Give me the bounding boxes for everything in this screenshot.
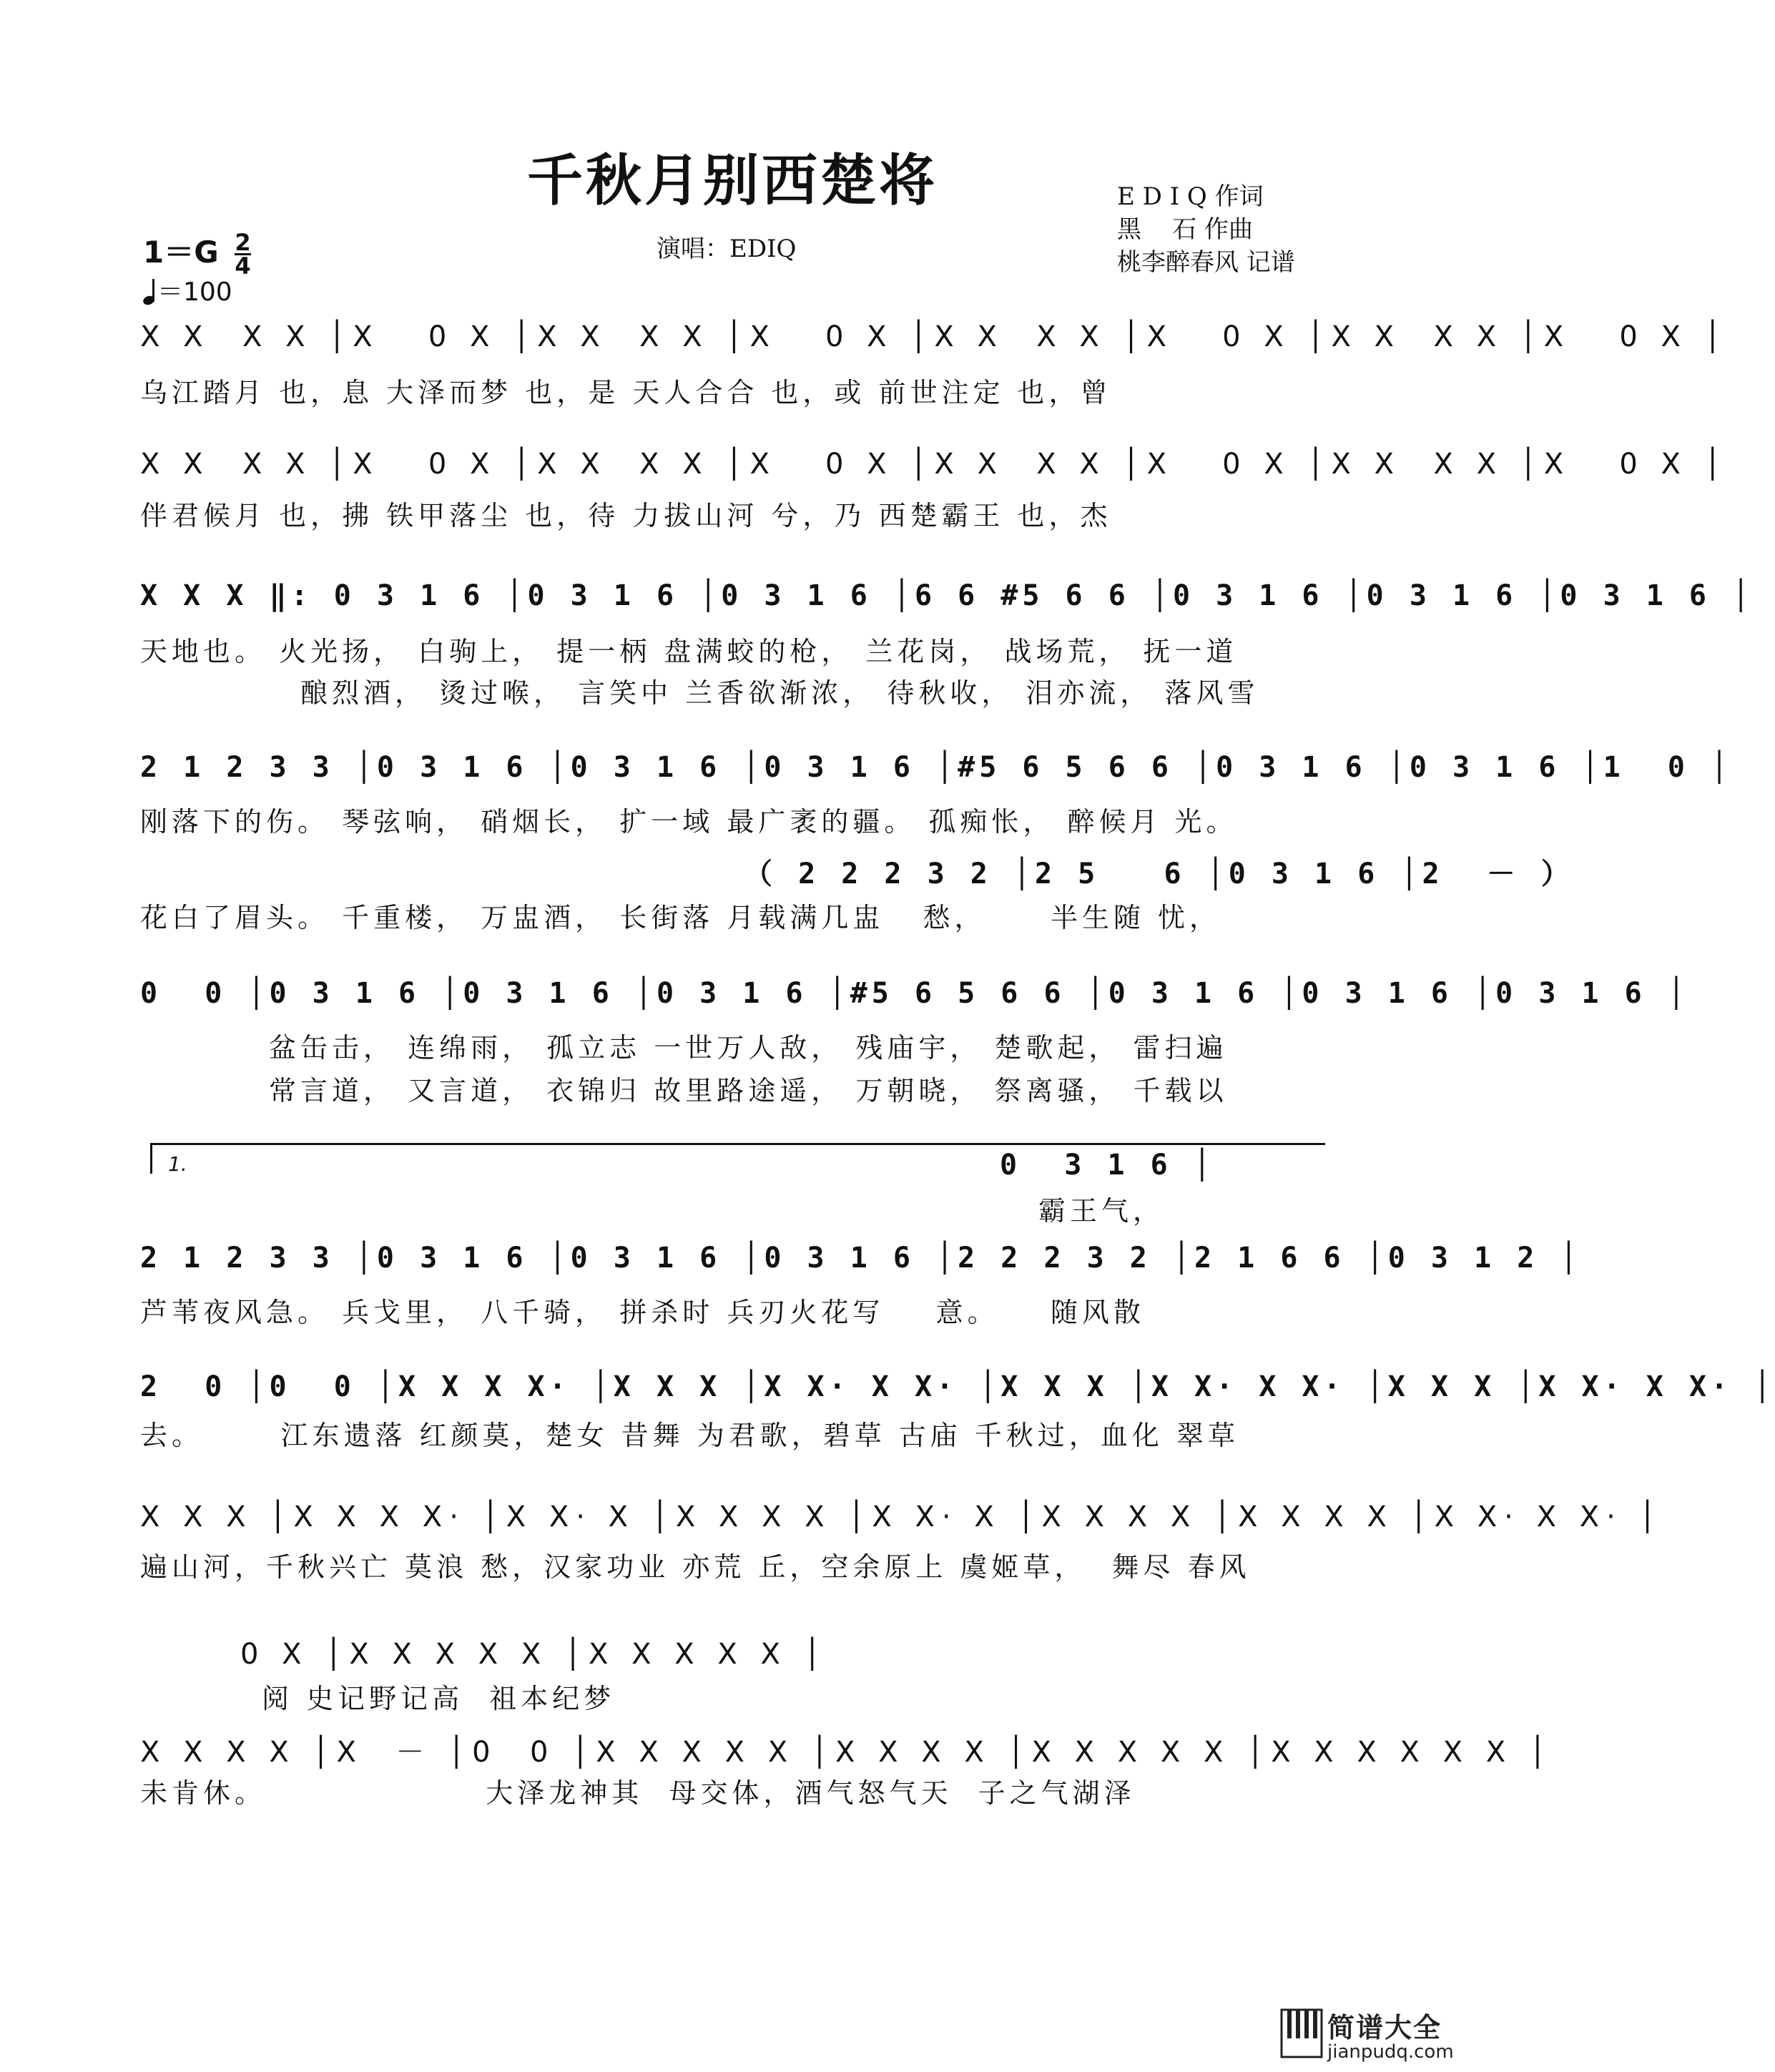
time-signature [235,229,251,280]
watermark-logo [1280,2004,1459,2067]
watermark-url: jianpudq.com [1327,2041,1454,2063]
author-credits [1117,180,1295,279]
notation-line-7: 2 1 2 3 3 │0 3 1 6 │0 3 1 6 │0 3 1 6 │2 2 2 3 2 │2 1 6 6 │0 3 1 2 │ [140,1242,1582,1275]
lyric-line-3-verse-1: 天地也。 火光扬， 白驹上， 提一柄 盘满蛟的枪， 兰花岗， 战场荒， 抚一道 [140,636,1238,667]
overlay-lyric: 阅 史记野记高 祖本纪梦 [262,1683,616,1714]
notation-line-1: X X X X │X 0 X │X X X X │X 0 X │X X X X │X 0 X │X X X X │X 0 X │ [140,320,1729,353]
alternate-lyric: 霸王气， [1038,1195,1165,1227]
lyric-line-8: 去。 江东遗落 红颜莫，楚女 昔舞 为君歌，碧草 古庙 千秋过，血化 翠草 [140,1420,1239,1451]
notation-line-10: X X X X │X － │0 0 │X X X X X │X X X X │X X X X X │X X X X X X │ [140,1736,1553,1769]
key-signature [143,229,251,280]
lyric-line-2: 伴君候月 也，拂 铁甲落尘 也，待 力拔山河 兮，乃 西楚霸王 也，杰 [140,500,1112,531]
time-numerator: 2 [235,229,251,256]
interlude-notation: （ 2 2 2 3 2 │2 5 6 │0 3 1 6 │2 － ） [744,858,1574,890]
lyric-line-4: 刚落下的伤。 琴弦响， 硝烟长， 扩一域 最广袤的疆。 孤痴怅， 醉候月 光。 [140,806,1238,838]
notation-line-8: 2 0 │0 0 │X X X X· │X X X │X X· X X· │X X X │X X· X X· │X X X │X X· X X· │ [140,1370,1775,1403]
notation-line-6: 0 0 │0 3 1 6 │0 3 1 6 │0 3 1 6 │#5 6 5 6 6 │0 3 1 6 │0 3 1 6 │0 3 1 6 │ [140,977,1689,1010]
lyricist-credit: E D I Q 作词 [1117,182,1264,211]
singer-credit: 演唱：EDIQ [657,235,797,263]
watermark-name: 简谱大全 [1327,2012,1442,2043]
notation-line-3: X X X ‖: 0 3 1 6 │0 3 1 6 │0 3 1 6 │6 6 #5 6 6 │0 3 1 6 │0 3 1 6 │0 3 1 6 │ [140,579,1754,612]
tempo-value: ＝100 [157,278,232,307]
notation-line-9: X X X │X X X X· │X X· X │X X X X │X X· X │X X X X │X X X X │X X· X X· │ [140,1501,1663,1533]
alternate-notation: 0 3 1 6 │ [1000,1149,1215,1182]
piano-keys-icon [1280,2008,1323,2058]
composer-credit: 黑 石 作曲 [1117,215,1254,244]
quarter-note-icon [143,279,152,305]
key-label: 1＝G [143,235,219,270]
lyric-line-10: 未肯休。 大泽龙神其 母交体，酒气怒气天 子之气湖泽 [140,1777,1136,1809]
score-title: 千秋月别西楚将 [526,148,938,213]
lyric-line-1: 乌江踏月 也，息 大泽而梦 也，是 天人合合 也，或 前世注定 也，曾 [140,377,1112,408]
transcriber-credit: 桃李醉春风 记谱 [1117,248,1295,277]
notation-line-2: X X X X │X 0 X │X X X X │X 0 X │X X X X │X 0 X │X X X X │X 0 X │ [140,448,1729,481]
lyric-line-6-verse-1: 盆缶击， 连绵雨， 孤立志 一世万人敌， 残庙宇， 楚歌起， 雷扫遍 [269,1032,1228,1064]
lyric-line-9: 遍山河，千秋兴亡 莫浪 愁，汉家功业 亦荒 丘，空余原上 虞姬草， 舞尽 春风 [140,1551,1251,1583]
time-denominator: 4 [235,252,251,280]
overlay-notation: 0 X │X X X X X │X X X X X │ [240,1638,828,1671]
volta-number: 1. [168,1152,187,1176]
tempo-marking [143,272,232,308]
lyric-line-6-verse-2: 常言道， 又言道， 衣锦归 故里路途遥， 万朝晓， 祭离骚， 千载以 [269,1075,1228,1106]
lyric-line-3-verse-2: 酿烈酒， 烫过喉， 言笑中 兰香欲渐浓， 待秋收， 泪亦流， 落风雪 [300,677,1259,709]
lyric-line-7: 芦苇夜风急。 兵戈里， 八千骑， 拼杀时 兵刃火花写 意。 随风散 [140,1297,1145,1328]
lyric-line-5: 花白了眉头。 千重楼， 万盅酒， 长街落 月载满几盅 愁， 半生随 忧， [140,902,1221,933]
notation-line-4: 2 1 2 3 3 │0 3 1 6 │0 3 1 6 │0 3 1 6 │#5 6 5 6 6 │0 3 1 6 │0 3 1 6 │1 0 │ [140,751,1733,784]
